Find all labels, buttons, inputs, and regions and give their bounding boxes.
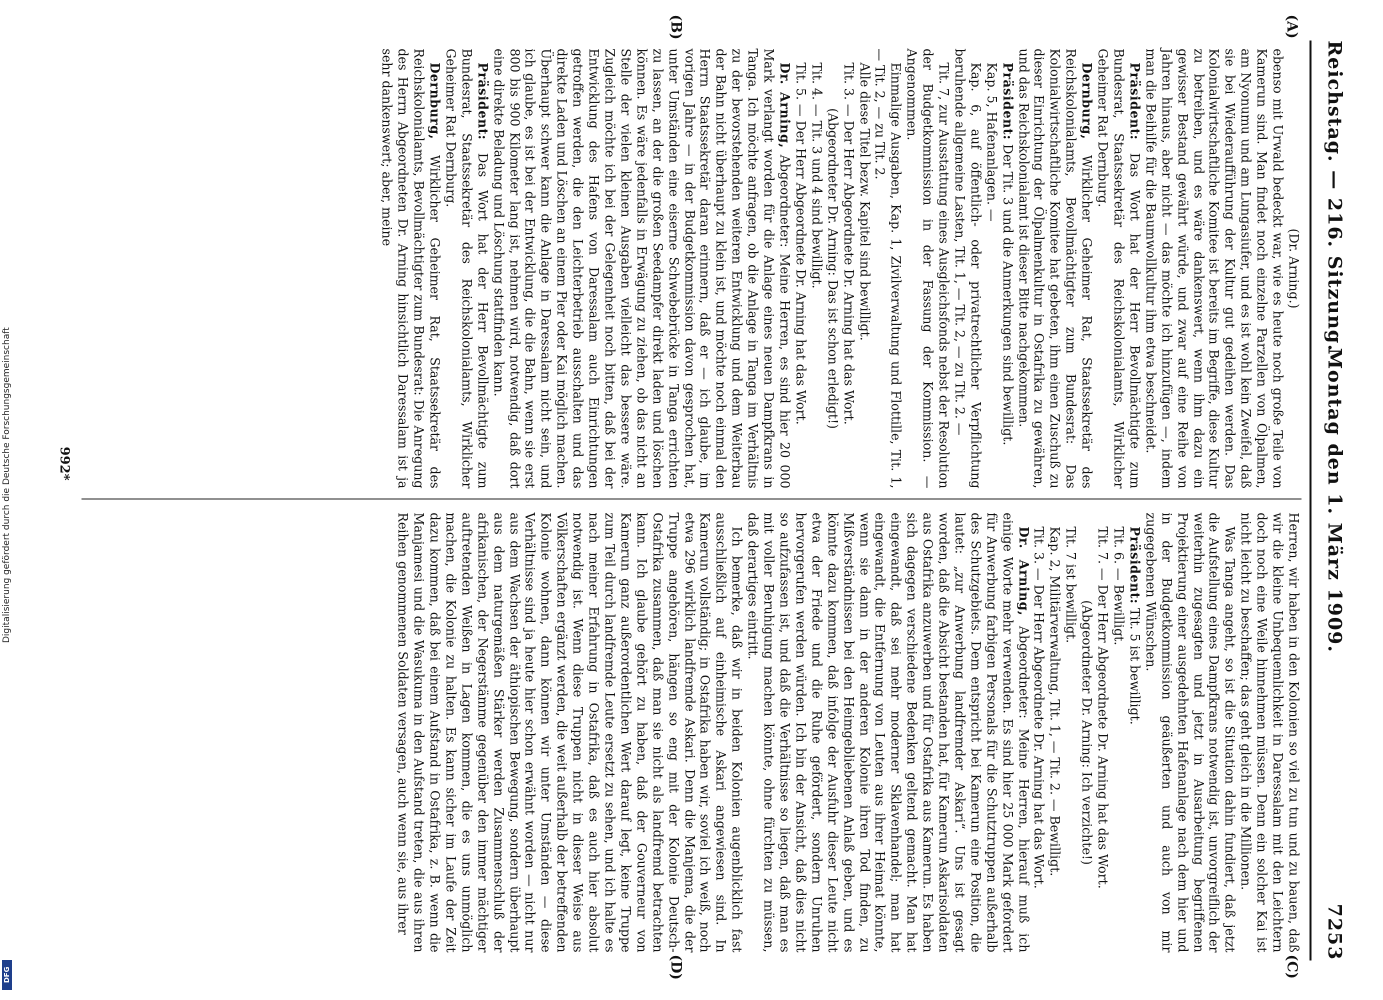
speaker-name: Dr. Arning, — [777, 62, 792, 148]
paragraph-text: Das Wort hat der Herr Bevollmächtigte zum Bundesrat, Staatssekretär des Reichskolonialamts, Wirklicher Geheimer Rat Dernburg. — [442, 48, 490, 488]
paragraph: Tit. 5. — Der Herr Abgeordnete Dr. Arning hat das Wort. — [792, 62, 808, 425]
margin-mark-c: (C) — [1283, 954, 1299, 979]
header-rule — [1309, 40, 1311, 960]
speaker-name: Dernburg, — [1079, 62, 1095, 140]
speaker-continuation: (Dr. Arning.) — [1286, 228, 1301, 308]
page-number: 7253 — [1323, 903, 1345, 960]
paragraph: ebenso mit Urwald bedeckt war, wie es heute noch große Teile von Kamerun sind. Man findet noch einzelne Parzellen von Ölpalmen, am Nyonumu und am Lungasiufer, und es ist wohl kein Zweifel, daß sie bei Wiederaufführung der Kultur gut gedeihen werden. Das Kolonialwirtschaftliche Komitee ist bereits im Begriffe, diese Kultur zu betreiben, und es wäre dankenswert, wenn ihm dazu ein gewisser Bestand gewährt würde, und zwar auf eine Reihe von Jahren hinaus, aber nicht — das möchte ich hinzufügen —, indem man die Beihilfe für die Baumwollkultur ihm etwa beschneidet. — [1142, 48, 1286, 488]
paragraph — [378, 48, 442, 488]
paragraph: Tit. 7, zur Ausstattung eines Ausgleichsfonds nebst der Resolution der Budgetkommission in der Fassung der Kommission. — Angenommen. — [904, 48, 952, 488]
paragraph: Tit. 7 ist bewilligt. — [1063, 526, 1079, 643]
paragraph — [490, 48, 792, 488]
printer-signature: 992* — [56, 446, 71, 480]
paragraph-text: Wirklicher Geheimer Rat, Staatssekretär des Reichskolonialamts, Bevollmächtigter zum Bundesrat: Das Kolonialwirtschaftliche Komitee hat gebeten, ihm einen Zuschuß zu dieser Einrichtung der Ölpalmenkultur in Ostafrika zu gewähren, und das Reichskolonialamt ist dieser Bitte nachgekommen. — [1015, 48, 1095, 488]
paragraph-text: Abgeordneter: Meine Herren, es sind hier 20 000 Mark verlangt worden für die Anlage eines neuen Dampfkrans in Tanga. Ich möchte anfragen, ob die Anlage in Tanga im Verhältnis zu der bevorstehenden weiteren Entwicklung und dem Weiterbau der Bahn nicht überhaupt zu klein ist, und möchte noch einmal den Herrn Staatssekretär daran erinnern, daß er — ich glaube, im vorigen Jahre — in der Budgetkommission davon gesprochen hat, unter Umständen eine eiserne Schwebebrücke in Tanga errichten zu lassen, an der die großen Seedampfer direkt laden und löschen können. Es wäre jedenfalls in Erwägung zu ziehen, ob das nicht an Stelle der vielen kleinen Ausgaben vielleicht das bessere wäre. Zugleich möchte ich bei der Gelegenheit noch bitten, daß bei der Entwicklung des Hafens von Daressalam auch Einrichtungen getroffen werden, die den Leichterbetrieb ausschalten und das direkte Laden und Löschen an einem Pier oder Kai möglich machen. Überhaupt schwer kann die Anlage in Daressalam nicht sein, und ich glaube, es ist bei der Entwicklung, die die Bahn, wenn sie erst 800 bis 900 Kilometer lang ist, nehmen wird, notwendig, daß dort eine direkte Beladung und Löschung stattfinden kann. — [490, 48, 792, 488]
funding-notice: Digitalisierung gefördert durch die Deutsche Forschungsgemeinschaft — [2, 327, 12, 643]
paragraph — [1015, 48, 1095, 488]
paragraph-text: Der Tit. 3 und die Anmerkungen sind bewilligt. — [999, 143, 1015, 445]
paragraph: Tit. 3. — Der Herr Abgeordnete Dr. Arning hat das Wort. — [1031, 526, 1047, 889]
header-date: Montag den 1. März 1909. — [1323, 347, 1345, 653]
paragraph — [442, 48, 490, 488]
paragraph — [1094, 48, 1142, 488]
margin-mark-b: (B) — [667, 14, 683, 40]
page-header — [1315, 40, 1345, 960]
dfg-logo: DFG — [2, 960, 12, 990]
paragraph: Herren, wir haben in den Kolonien so viel zu tun und zu bauen, daß wir die kleine Unbequemlichkeit in Daressalam mit den Leichtern doch noch eine Weile hinnehmen müssen. Denn ein solcher Kai ist nicht leicht zu beschaffen; das geht gleich in die Millionen. — [1238, 512, 1301, 952]
margin-mark-d: (D) — [667, 954, 683, 980]
paragraph-text: Wirklicher Geheimer Rat, Staatssekretär des Reichskolonialamts, Bevollmächtigter zum Bundesrat: Die Anregung des Herrn Abgeordneten Dr. Arning hinsichtlich Daressalam ist ja sehr dankenswert; aber, meine — [379, 48, 443, 488]
paragraph: Was Tanga angeht, so ist die Situation dahin fundiert, daß jetzt die Aufstellung eines Dampfkrans notwendig ist, unvorgreiflich der weiterhin zugesagten und jetzt in Ausarbeitung begriffenen Projektierung einer ausgedehnten Hafenanlage nach dem hier und in der Budgetkommission geäußerten und auch von mir zugegebenen Wünschen. — [1142, 512, 1238, 952]
paragraph: Tit. 6. — Bewilligt. — [1111, 526, 1127, 645]
paragraph: Tit. 4. — Tit. 3 und 4 sind bewilligt. — [808, 62, 824, 289]
header-left: Reichstag. — 216. Sitzung. — [1323, 40, 1345, 352]
paragraph: Kap. 6, auf öffentlich- oder privatrechtlicher Verpflichtung beruhende allgemeine Lasten, Tit. 1, — Tit. 2, — zu Tit. 2. — — [951, 48, 983, 488]
paragraph: Tit. 3. — Der Herr Abgeordnete Dr. Arning hat das Wort. — [840, 62, 856, 425]
paragraph: Alle diese Titel bezw. Kapitel sind bewilligt. — [856, 62, 872, 341]
speaker-name: Präsident: — [474, 62, 490, 140]
left-column — [378, 48, 1301, 488]
speaker-name: Präsident: — [999, 62, 1015, 140]
interjection: (Abgeordneter Dr. Arning: Ich verzichte!) — [1079, 599, 1095, 865]
speaker-name: Präsident: — [1126, 62, 1142, 140]
paragraph-text: Das Wort hat der Herr Bevollmächtigte zum Bundesrat, Staatssekretär des Reichskolonialamts, Wirklicher Geheimer Rat Dernburg. — [1095, 48, 1142, 488]
paragraph — [1126, 512, 1142, 952]
speaker-name: Dr. Arning, — [1015, 526, 1031, 616]
margin-mark-a: (A) — [1283, 14, 1299, 39]
column-divider — [81, 498, 1301, 499]
right-column — [394, 512, 1301, 952]
scan-footer — [0, 0, 14, 1000]
paragraph: Einmalige Ausgaben, Kap. 1, Zivilverwaltung und Flottille, Tit. 1, — Tit. 2, — zu Tit. 2. — [872, 48, 904, 488]
paragraph — [744, 512, 1030, 952]
paragraph-text: Abgeordneter: Meine Herren, hierauf muß ich einige Worte mehr verwenden. Es sind hier 25 000 Mark gefordert für Anwerbung farbigen Personals für die Schutztruppen außerhalb des Schutzgebiets. Dem entspricht bei Kamerun eine Position, die lautet: „zur Anwerbung landfremder Askari“. Uns ist gesagt worden, daß die Absicht bestanden hat, für Kamerun Askarisoldaten aus Ostafrika anzuwerben und für Ostafrika aus Kamerun. Es haben sich dagegen verschiedene Bedenken geltend gemacht. Man hat eingewandt, daß sei mehr moderner Sklavenhandel; man hat eingewandt, die Entfernung von Leuten aus ihrer Heimat könnte, wenn sie dann in der anderen Kolonie ihren Tod finden, zu Mißverständnissen bei den Heimgebliebenen Anlaß geben, und es könnte dazu kommen, daß infolge der Ausfuhr dieser Leute nicht etwa der Friede und die Ruhe gefördert, sondern Unruhen hervorgerufen werden würden. Ich bin der Ansicht, daß dies nicht so aufzufassen ist, und daß die Verhältnisse so liegen, daß man es mit voller Beruhigung machen könnte, ohne fürchten zu müssen, daß derartiges eintritt. — [745, 512, 1031, 952]
paragraph — [999, 48, 1015, 488]
paragraph: Tit. 7. — Der Herr Abgeordnete Dr. Arning hat das Wort. — [1095, 526, 1111, 889]
paragraph-text: Tit. 5 ist bewilligt. — [1126, 607, 1142, 725]
speaker-name: Dernburg, — [427, 62, 443, 140]
speaker-name: Präsident: — [1126, 526, 1142, 604]
paragraph: Ich bemerke, daß wir in beiden Kolonien augenblicklich fast ausschließlich auf einheimische Askari angewiesen sind. In Kamerun vollständig; in Ostafrika haben wir, soviel ich weiß, noch etwa 296 wirklich landfremde Askari. Denn die Manjema, die der Truppe angehören, hängen so eng mit der Kolonie Deutsch-Ostafrika zusammen, daß man sie nicht als landfremd betrachten kann. Ich glaube gehört zu haben, daß der Gouverneur von Kamerun ganz außerordentlichen Wert darauf legt, keine Truppe zum Teil durch landfremde Leute ersetzt zu sehen, und ich halte es nach meiner Erfahrung in Ostafrika, daß es auch hier absolut notwendig ist. Wenn diese Truppen nicht in dieser Weise aus Völkerschaften ergänzt werden, die weit außerhalb der betreffenden Kolonie wohnen, dann können wir unter Umständen — diese Verhältnisse sind ja heute hier schon erwähnt worden — nicht nur aus dem Wachsen der äthiopischen Bewegung, sondern überhaupt aus dem naturgemäßen Stärker werden Zusammenschluß der afrikanischen, der Negerstämme gegenüber den immer mächtiger auftretenden Weißen in Lagen kommen, die es uns unmöglich machen, die Kolonie zu halten. Es kann sicher im Laufe der Zeit dazu kommen, daß bei einem Aufstand in Ostafrika, z. B. wenn die Manjamesi und die Wasukuma in den Aufstand treten, die aus ihren Reihen genommenen Soldaten versagen, auch wenn sie, aus ihrer — [395, 512, 745, 952]
paragraph: Kap. 5, Hafenanlagen. — — [983, 62, 999, 222]
paragraph: Kap. 2, Militärverwaltung, Tit. 1, — Tit. 2. — Bewilligt. — [1047, 526, 1063, 876]
interjection: (Abgeordneter Dr. Arning: Das ist schon erledigt!) — [824, 107, 840, 429]
